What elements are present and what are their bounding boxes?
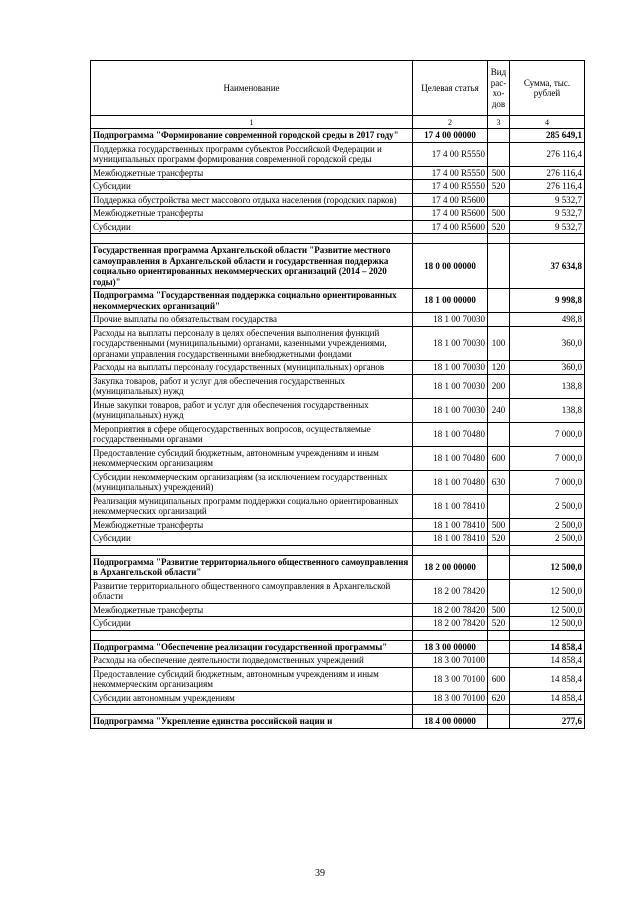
cell-name: Субсидии [91, 617, 413, 631]
cell-type: 620 [488, 691, 510, 705]
table-row [91, 207, 585, 221]
cell-code: 18 2 00 00000 [413, 555, 488, 579]
cell-sum: 12 500,0 [510, 603, 585, 617]
cell-sum: 276 116,4 [510, 142, 585, 166]
table-header [91, 61, 585, 129]
cell-type [488, 313, 510, 327]
cell-sum: 12 500,0 [510, 617, 585, 631]
cell-code: 18 1 00 70480 [413, 446, 488, 470]
cell-name: Подпрограмма "Государственная поддержка социально ориентированных некоммерческих организаций" [91, 289, 413, 313]
empty-cell [91, 630, 413, 640]
cell-code: 18 2 00 78420 [413, 617, 488, 631]
cell-name: Реализация муниципальных программ поддержки социально ориентированных некоммерческих организаций [91, 494, 413, 518]
cell-sum: 7 000,0 [510, 470, 585, 494]
cell-code: 18 1 00 70030 [413, 398, 488, 422]
cell-type [488, 715, 510, 729]
cell-name: Мероприятия в сфере общегосударственных вопросов, осуществляемые государственными органами [91, 422, 413, 446]
cell-type [488, 555, 510, 579]
cell-type [488, 422, 510, 446]
cell-code: 17 4 00 R5600 [413, 207, 488, 221]
cell-sum: 14 858,4 [510, 654, 585, 668]
cell-code: 18 2 00 78420 [413, 579, 488, 603]
empty-cell [413, 630, 488, 640]
cell-type: 500 [488, 207, 510, 221]
cell-name: Подпрограмма "Формирование современной городской среды в 2017 году" [91, 129, 413, 143]
empty-cell [91, 705, 413, 715]
cell-code: 18 1 00 70030 [413, 374, 488, 398]
table-row [91, 494, 585, 518]
cell-sum: 7 000,0 [510, 422, 585, 446]
cell-name: Межбюджетные трансферты [91, 603, 413, 617]
cell-name: Расходы на выплаты персоналу в целях обеспечения выполнения функций государственными (муниципальными) органами, казенными учреждениями, органами управления государственными внебюджетными фондами [91, 326, 413, 361]
table-row [91, 326, 585, 361]
cell-sum: 360,0 [510, 326, 585, 361]
empty-cell [488, 234, 510, 244]
header-row [91, 61, 585, 116]
cell-name: Поддержка обустройства мест массового отдыха населения (городских парков) [91, 193, 413, 207]
cell-sum: 12 500,0 [510, 555, 585, 579]
table-row [91, 180, 585, 194]
cell-type [488, 640, 510, 654]
section-row [91, 555, 585, 579]
cell-code: 18 3 00 70100 [413, 691, 488, 705]
cell-type [488, 129, 510, 143]
empty-cell [510, 630, 585, 640]
cell-type [488, 142, 510, 166]
cell-code: 17 4 00 R5600 [413, 220, 488, 234]
column-number-row [91, 116, 585, 129]
empty-cell [488, 630, 510, 640]
cell-code: 17 4 00 R5600 [413, 193, 488, 207]
table-row [91, 470, 585, 494]
cell-code: 18 1 00 70480 [413, 470, 488, 494]
cell-sum: 498,8 [510, 313, 585, 327]
cell-sum: 360,0 [510, 361, 585, 375]
cell-type: 500 [488, 166, 510, 180]
table-row [91, 532, 585, 546]
cell-name: Иные закупки товаров, работ и услуг для обеспечения государственных (муниципальных) нужд [91, 398, 413, 422]
cell-type: 500 [488, 603, 510, 617]
table-row [91, 166, 585, 180]
table-row [91, 667, 585, 691]
empty-cell [413, 545, 488, 555]
section-row [91, 244, 585, 289]
cell-sum: 276 116,4 [510, 180, 585, 194]
cell-sum: 138,8 [510, 374, 585, 398]
table-row [91, 398, 585, 422]
cell-name: Межбюджетные трансферты [91, 166, 413, 180]
cell-sum: 12 500,0 [510, 579, 585, 603]
cell-sum: 2 500,0 [510, 494, 585, 518]
empty-cell [510, 545, 585, 555]
spacer-row [91, 234, 585, 244]
cell-type: 240 [488, 398, 510, 422]
spacer-row [91, 630, 585, 640]
cell-name: Субсидии некоммерческим организациям (за исключением государственных (муниципальных) учреждений) [91, 470, 413, 494]
cell-name: Межбюджетные трансферты [91, 207, 413, 221]
cell-type [488, 579, 510, 603]
cell-name: Государственная программа Архангельской области "Развитие местного самоуправления в Архангельской области и государственная поддержка социально ориентированных некоммерческих организаций (2014 – 2020 годы)" [91, 244, 413, 289]
cell-type: 120 [488, 361, 510, 375]
spacer-row [91, 545, 585, 555]
column-number: 2 [413, 116, 488, 129]
empty-cell [413, 705, 488, 715]
cell-name: Закупка товаров, работ и услуг для обеспечения государственных (муниципальных) нужд [91, 374, 413, 398]
column-number: 3 [488, 116, 510, 129]
cell-code: 18 1 00 70030 [413, 361, 488, 375]
cell-code: 17 4 00 R5550 [413, 142, 488, 166]
cell-sum: 277,6 [510, 715, 585, 729]
section-row [91, 289, 585, 313]
cell-type: 520 [488, 180, 510, 194]
section-row [91, 715, 585, 729]
cell-sum: 2 500,0 [510, 532, 585, 546]
cell-name: Предоставление субсидий бюджетным, автономным учреждениям и иным некоммерческим организациям [91, 667, 413, 691]
table-row [91, 579, 585, 603]
cell-code: 17 4 00 R5550 [413, 180, 488, 194]
cell-type: 600 [488, 667, 510, 691]
cell-type [488, 654, 510, 668]
column-number: 4 [510, 116, 585, 129]
budget-table [90, 60, 585, 729]
header-sum: Сумма, тыс. рублей [510, 61, 585, 116]
table-row [91, 603, 585, 617]
table-row [91, 617, 585, 631]
cell-sum: 9 532,7 [510, 207, 585, 221]
cell-code: 18 1 00 78410 [413, 494, 488, 518]
header-type: Вид рас-хо-дов [488, 61, 510, 116]
section-row [91, 640, 585, 654]
section-row [91, 129, 585, 143]
cell-type: 520 [488, 617, 510, 631]
cell-name: Прочие выплаты по обязательствам государства [91, 313, 413, 327]
cell-sum: 9 532,7 [510, 193, 585, 207]
cell-type [488, 494, 510, 518]
table-row [91, 422, 585, 446]
cell-sum: 9 532,7 [510, 220, 585, 234]
cell-sum: 138,8 [510, 398, 585, 422]
cell-type: 600 [488, 446, 510, 470]
cell-name: Подпрограмма "Развитие территориального общественного самоуправления в Архангельской области" [91, 555, 413, 579]
cell-name: Предоставление субсидий бюджетным, автономным учреждениям и иным некоммерческим организациям [91, 446, 413, 470]
empty-cell [510, 705, 585, 715]
cell-name: Субсидии [91, 180, 413, 194]
cell-name: Подпрограмма "Обеспечение реализации государственной программы" [91, 640, 413, 654]
table-row [91, 518, 585, 532]
cell-sum: 9 998,8 [510, 289, 585, 313]
cell-code: 18 1 00 70030 [413, 313, 488, 327]
empty-cell [91, 545, 413, 555]
spacer-row [91, 705, 585, 715]
cell-type: 630 [488, 470, 510, 494]
cell-code: 17 4 00 R5550 [413, 166, 488, 180]
cell-code: 18 0 00 00000 [413, 244, 488, 289]
cell-name: Расходы на выплаты персоналу государственных (муниципальных) органов [91, 361, 413, 375]
cell-type: 200 [488, 374, 510, 398]
empty-cell [413, 234, 488, 244]
page-number: 39 [315, 868, 325, 879]
cell-code: 18 1 00 78410 [413, 518, 488, 532]
cell-sum: 276 116,4 [510, 166, 585, 180]
cell-code: 18 3 00 00000 [413, 640, 488, 654]
empty-cell [488, 705, 510, 715]
cell-sum: 7 000,0 [510, 446, 585, 470]
table-row [91, 142, 585, 166]
cell-type: 500 [488, 518, 510, 532]
header-code: Целевая статья [413, 61, 488, 116]
table-row [91, 446, 585, 470]
cell-type [488, 193, 510, 207]
cell-name: Поддержка государственных программ субъектов Российской Федерации и муниципальных программ формирования современной городской среды [91, 142, 413, 166]
empty-cell [488, 545, 510, 555]
cell-name: Межбюджетные трансферты [91, 518, 413, 532]
cell-name: Субсидии [91, 532, 413, 546]
table-row [91, 220, 585, 234]
column-number: 1 [91, 116, 413, 129]
cell-type [488, 244, 510, 289]
cell-sum: 37 634,8 [510, 244, 585, 289]
cell-name: Субсидии [91, 220, 413, 234]
table-row [91, 691, 585, 705]
cell-sum: 2 500,0 [510, 518, 585, 532]
cell-code: 18 1 00 70480 [413, 422, 488, 446]
cell-code: 18 3 00 70100 [413, 654, 488, 668]
cell-name: Подпрограмма "Укрепление единства российской нации и [91, 715, 413, 729]
table-body [91, 129, 585, 729]
cell-type: 520 [488, 532, 510, 546]
cell-name: Развитие территориального общественного самоуправления в Архангельской области [91, 579, 413, 603]
table-row [91, 654, 585, 668]
table-row [91, 361, 585, 375]
cell-code: 18 3 00 70100 [413, 667, 488, 691]
cell-type: 100 [488, 326, 510, 361]
cell-code: 18 1 00 70030 [413, 326, 488, 361]
cell-code: 18 4 00 00000 [413, 715, 488, 729]
empty-cell [91, 234, 413, 244]
cell-sum: 14 858,4 [510, 640, 585, 654]
cell-code: 18 1 00 00000 [413, 289, 488, 313]
cell-sum: 285 649,1 [510, 129, 585, 143]
cell-name: Субсидии автономным учреждениям [91, 691, 413, 705]
cell-sum: 14 858,4 [510, 667, 585, 691]
cell-sum: 14 858,4 [510, 691, 585, 705]
empty-cell [510, 234, 585, 244]
cell-code: 17 4 00 00000 [413, 129, 488, 143]
table-row [91, 374, 585, 398]
table-row [91, 313, 585, 327]
cell-code: 18 1 00 78410 [413, 532, 488, 546]
table-row [91, 193, 585, 207]
cell-type [488, 289, 510, 313]
cell-type: 520 [488, 220, 510, 234]
cell-code: 18 2 00 78420 [413, 603, 488, 617]
header-name: Наименование [91, 61, 413, 116]
cell-name: Расходы на обеспечение деятельности подведомственных учреждений [91, 654, 413, 668]
